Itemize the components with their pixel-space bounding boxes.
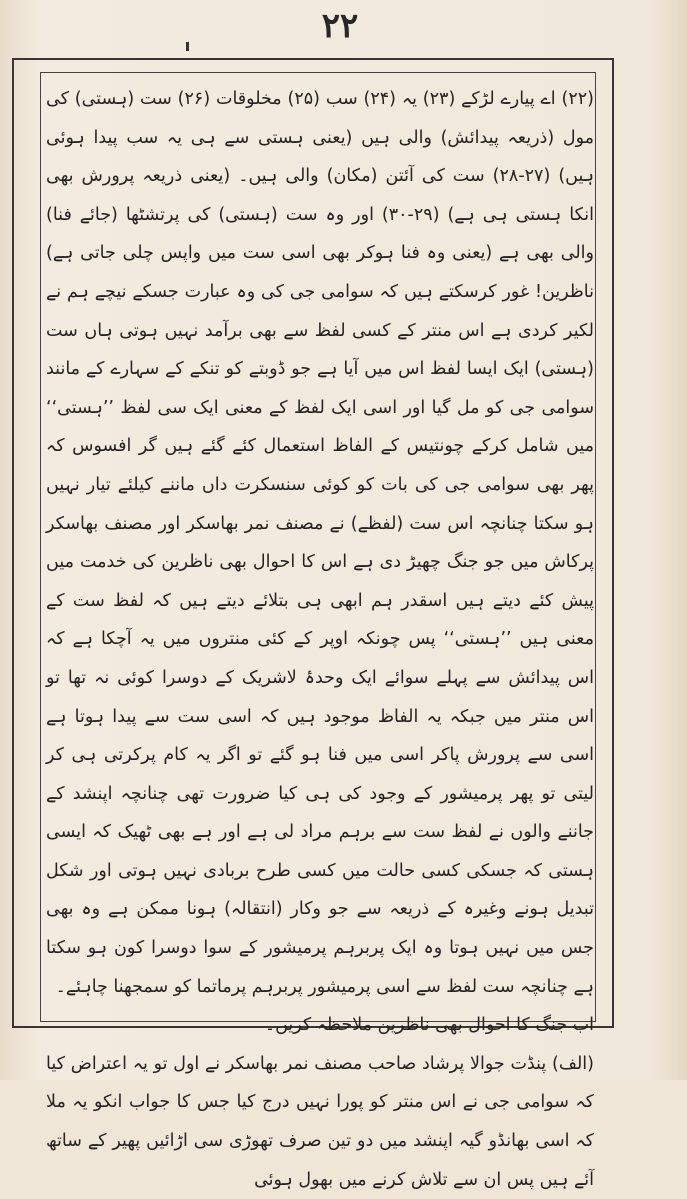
paragraph-alif: (الف) پنڈت جوالا پرشاد صاحب مصنف نمر بھاسکر نے اول تو یہ اعتراض کیا کہ سوامی جی نے اس منتر کو پورا نہیں درج کیا جس کا جواب انکو یہ ملا کہ اسی بھانڈو گیہ اپنشد میں دو تین صرف تھوڑی سی اڑائیں پھیر کے ساتھ آئے ہیں پس ان سے تلاش کرنے میں بھول ہوئی bbox=[46, 1053, 594, 1190]
paragraph-intro: اب جنگ کا احوال بھی ناظرین ملاحظہ کریں۔ bbox=[264, 1015, 594, 1036]
page-number: ۲۲ bbox=[321, 6, 359, 46]
margin-tick-mark bbox=[186, 42, 189, 51]
urdu-body-text bbox=[46, 80, 595, 1190]
paragraph-main: (۲۲) اے پیارے لڑکے (۲۳) یہ (۲۴) سب (۲۵) مخلوقات (۲۶) ست (ہستی) کی مول (ذریعہ پیدائش) والی ہیں (یعنی ہستی سے ہی یہ سب پیدا ہوئی ہیں) (۲۷-۲۸) ست کی آئتن (مکان) والی ہیں۔ (یعنی ذریعہ پرورش بھی انکا ہستی ہی ہے) (۲۹-۳۰) اور وہ ست (ہستی) کی پرتشٹھا (جائے فنا) والی بھی ہے (یعنی وہ فنا ہوکر بھی اسی ست میں واپس چلی جاتی ہے) ناظرین! غور کرسکتے ہیں کہ سوامی جی کی وہ عبارت جسکے نیچے ہم نے لکیر کردی ہے اس منتر کے کسی لفظ سے بھی برآمد نہیں ہوتی ہاں ست (ہستی) ایک ایسا لفظ اس میں آیا ہے جو ڈوبتے کو تنکے کے سہارے کے مانند سوامی جی کو مل گیا اور اسی ایک لفظ کے معنی ایک سی لفظ ’’ہستی‘‘ میں شامل کرکے چونتیس کے الفاظ استعمال کئے گئے ہیں گر افسوس کہ پھر بھی سوامی جی کی بات کو کوئی سنسکرت داں ماننے کیلئے تیار نہیں ہو سکتا چنانچہ اس ست (لفظے) نے مصنف نمر بھاسکر اور مصنف بھاسکر پرکاش میں جو جنگ چھیڑ دی ہے اس کا احوال بھی ناظرین کی خدمت میں پیش کئے دیتے ہیں اسقدر ہم ابھی ہی بتلائے دیتے ہیں کہ لفظ ست کے معنی ہیں ’’ہستی‘‘ پس چونکہ اوپر کے کئی منتروں میں یہ آچکا ہے کہ اس پیدائش سے پہلے سوائے ایک وحدۂ لاشریک کے دوسرا کوئی نہ تھا تو اس منتر میں جبکہ یہ الفاظ موجود ہیں کہ اسی ست سے پیدا ہوتا ہے اسی سے پرورش پاکر اسی میں فنا ہو گئے تو اگر یہ کام پرکرتی ہی کر لیتی تو پھر پرمیشور کے وجود کی ہی کیا ضرورت تھی چنانچہ اپنشد کے جاننے والوں نے لفظ ست سے برہم مراد لی ہے اور ہے بھی ٹھیک کہ ایسی ہستی کہ جسکی کسی حالت میں کسی طرح بربادی نہیں ہوتی اور شکل تبدیل ہونے وغیرہ کے ذریعہ سے جو وکار (انتقالہ) ہونا ممکن ہے وہ بھی جس میں نہیں ہوتا وہ ایک پربرہم پرمیشور کے سوا دوسرا کون ہو سکتا ہے چنانچہ ست لفظ سے اسی پرمیشور پربرہم پرماتما کو سمجھنا چاہئے۔ bbox=[46, 89, 595, 997]
